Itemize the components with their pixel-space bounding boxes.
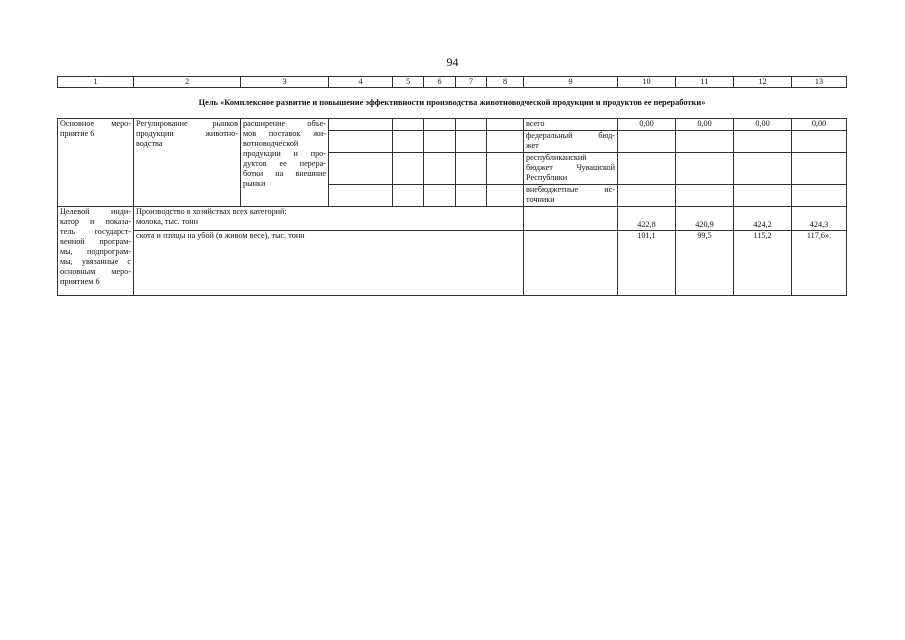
- empty-cell: [487, 185, 524, 207]
- col-number: 4: [329, 77, 393, 88]
- text-line: тель государст-: [60, 227, 131, 236]
- empty-cell: [456, 153, 487, 185]
- text-line: мов поставок жи-: [243, 129, 326, 138]
- empty-cell: [524, 231, 618, 296]
- value-cell: 424,2: [734, 207, 792, 231]
- value-cell: 422,8: [618, 207, 676, 231]
- goal-row: [58, 88, 847, 119]
- empty-cell: [424, 119, 456, 131]
- value-cell: 117,6».: [792, 231, 847, 296]
- indicator-type: [58, 207, 134, 296]
- indicator-label: [134, 207, 524, 231]
- text-line: Основное меро-: [60, 119, 131, 128]
- indicator-row: [58, 231, 847, 296]
- value-cell: [734, 131, 792, 153]
- value-cell: [792, 131, 847, 153]
- text-line: катор и показа-: [60, 217, 131, 226]
- text-line: расширение объе-: [243, 119, 326, 128]
- activity-name: [134, 119, 241, 207]
- text-line: водства: [136, 139, 163, 148]
- text-line: вотноводческой: [243, 139, 299, 148]
- empty-cell: [424, 153, 456, 185]
- activity-description: [241, 119, 329, 207]
- text-line: мы, подпрограм-: [60, 247, 131, 256]
- text-line: точники: [526, 195, 555, 204]
- col-number: 1: [58, 77, 134, 88]
- empty-cell: [456, 131, 487, 153]
- activity-row: [58, 119, 847, 131]
- text-line: Республики: [526, 173, 568, 182]
- value-cell: [792, 185, 847, 207]
- indicator-row: [58, 207, 847, 231]
- text-line: федеральный бюд-: [526, 131, 615, 140]
- empty-cell: [524, 207, 618, 231]
- text-line: продукции животно-: [136, 129, 238, 138]
- value-cell: [734, 185, 792, 207]
- empty-cell: [424, 131, 456, 153]
- value-cell: 424,3: [792, 207, 847, 231]
- funding-source: [524, 131, 618, 153]
- text-line: Целевой инди-: [60, 207, 131, 216]
- text-line: приятие 6: [60, 129, 95, 138]
- empty-cell: [393, 119, 424, 131]
- col-number: 5: [393, 77, 424, 88]
- text-line: продукции и про-: [243, 149, 326, 158]
- col-number: 9: [524, 77, 618, 88]
- text-line: всего: [526, 119, 545, 128]
- value-cell: [676, 131, 734, 153]
- empty-cell: [456, 185, 487, 207]
- empty-cell: [393, 153, 424, 185]
- value-cell: [676, 185, 734, 207]
- empty-cell: [487, 153, 524, 185]
- value-cell: [618, 185, 676, 207]
- indicator-name: молока, тыс. тонн: [136, 217, 199, 226]
- empty-cell: [456, 119, 487, 131]
- value-cell: 0,00: [618, 119, 676, 131]
- col-number: 6: [424, 77, 456, 88]
- empty-cell: [329, 185, 393, 207]
- text-line: бюджет Чувашской: [526, 163, 615, 172]
- value-cell: 99,5: [676, 231, 734, 296]
- value-cell: 420,9: [676, 207, 734, 231]
- goal-title: Цель «Комплексное развитие и повышение эффективности производства животноводческой продукции и продуктов ее переработки»: [58, 88, 847, 119]
- col-number: 7: [456, 77, 487, 88]
- text-line: ботки на внешние: [243, 169, 326, 178]
- text-line: внебюджетные ис-: [526, 185, 615, 194]
- funding-source: [524, 153, 618, 185]
- empty-cell: [487, 131, 524, 153]
- col-number: 13: [792, 77, 847, 88]
- funding-source: [524, 119, 618, 131]
- text-line: республиканский: [526, 153, 587, 162]
- col-number: 10: [618, 77, 676, 88]
- text-line: Регулирование рынков: [136, 119, 238, 128]
- value-cell: 0,00: [792, 119, 847, 131]
- empty-cell: [329, 153, 393, 185]
- value-cell: 0,00: [734, 119, 792, 131]
- empty-cell: [487, 119, 524, 131]
- text-line: приятием 6: [60, 277, 100, 286]
- value-cell: 115,2: [734, 231, 792, 296]
- empty-cell: [393, 131, 424, 153]
- empty-cell: [424, 185, 456, 207]
- indicator-heading: Производство в хозяйствах всех категорий:: [136, 207, 287, 216]
- text-line: основным меро-: [60, 267, 131, 276]
- funding-source: [524, 185, 618, 207]
- value-cell: 101,1: [618, 231, 676, 296]
- page-number: 94: [446, 55, 459, 69]
- col-number: 8: [487, 77, 524, 88]
- col-number: 12: [734, 77, 792, 88]
- col-number: 11: [676, 77, 734, 88]
- value-cell: [618, 131, 676, 153]
- value-cell: [618, 153, 676, 185]
- empty-cell: [329, 119, 393, 131]
- text-line: мы, увязанные с: [60, 257, 131, 266]
- program-table: [57, 76, 847, 296]
- col-number: 3: [241, 77, 329, 88]
- empty-cell: [329, 131, 393, 153]
- value-cell: [734, 153, 792, 185]
- value-cell: 0,00: [676, 119, 734, 131]
- indicator-name: скота и птицы на убой (в живом весе), тыс. тонн: [134, 231, 524, 296]
- empty-cell: [393, 185, 424, 207]
- text-line: жет: [526, 141, 539, 150]
- col-number: 2: [134, 77, 241, 88]
- text-line: дуктов ее перера-: [243, 159, 326, 168]
- activity-type: [58, 119, 134, 207]
- text-line: венной програм-: [60, 237, 131, 246]
- value-cell: [792, 153, 847, 185]
- column-number-row: [58, 77, 847, 88]
- value-cell: [676, 153, 734, 185]
- text-line: рынки: [243, 179, 266, 188]
